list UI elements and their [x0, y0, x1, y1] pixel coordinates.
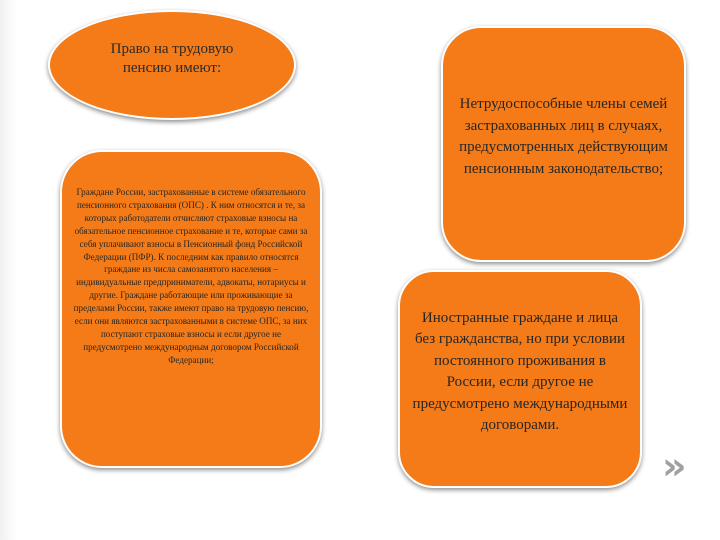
family-members-box: [441, 26, 686, 262]
foreigners-box: [398, 270, 642, 488]
title-text: Право на трудовую пенсию имеют:: [110, 41, 234, 76]
next-slide-arrow-icon[interactable]: »: [662, 444, 687, 488]
foreigners-text: Иностранные граждане и лица без гражданства, но при условии постоянного проживания в России, если другое не предусмотрено международными договорами.: [412, 309, 628, 433]
citizens-box: [60, 150, 322, 468]
title-ellipse: [48, 10, 296, 120]
left-decorative-rail: [0, 0, 18, 540]
citizens-text: Граждане России, застрахованные в системе обязательного пенсионного страхования (ОПС) . К ним относятся и те, за которых работодатели отчисляют страховые взносы на обязательное пенсионное страхование и те, которые сами за себя уплачивают взносы в Пенсионный фонд Российской Федерации (ПФР). К последним как правило относятся граждане из числа самозанятого населения – индивидуальные предприниматели, адвокаты, нотариусы и другие. Граждане работающие или проживающие за пределами России, также имеют право на трудовую пенсию, если они являются застрахованными в системе ОПС, за них поступают страховые взносы и если другое не предусмотрено международным договором Российской Федерации;: [73, 187, 309, 365]
family-members-text: Нетрудоспособные члены семей застрахованных лиц в случаях, предусмотренных действующим пенсионным законодательство;: [459, 96, 668, 177]
